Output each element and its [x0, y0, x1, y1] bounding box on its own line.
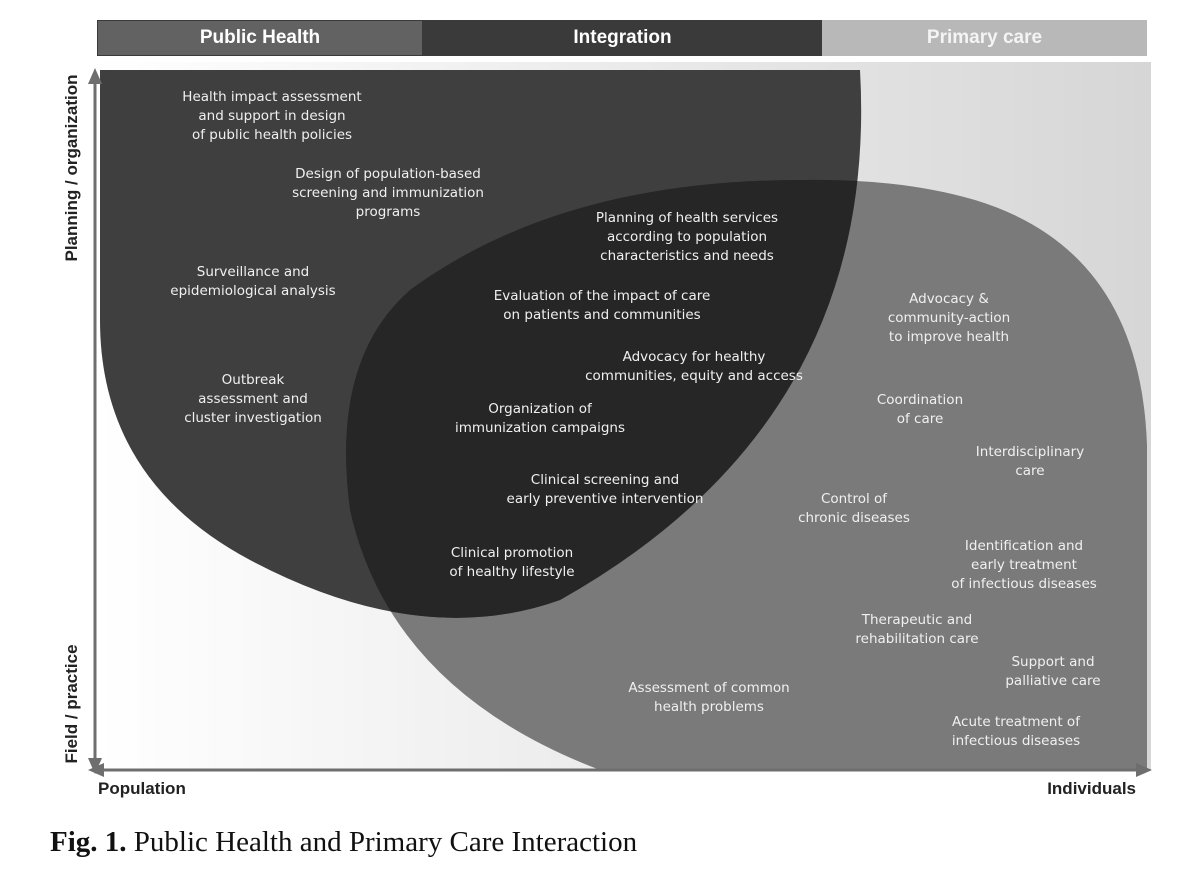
- item-line: Organization of: [488, 401, 592, 417]
- item-line: Coordination: [876, 392, 964, 408]
- item-line: of care: [896, 411, 944, 427]
- header-primary-care: Primary care: [822, 20, 1147, 56]
- item-line: rehabilitation care: [855, 631, 979, 647]
- item-line: Acute treatment of: [952, 714, 1080, 730]
- item-line: of healthy lifestyle: [449, 564, 575, 580]
- item-line: care: [1015, 463, 1045, 479]
- x-axis-label-left: Population: [98, 779, 186, 798]
- x-axis-label-right: Individuals: [1047, 779, 1136, 798]
- integration-item: [596, 210, 778, 264]
- item-line: Clinical promotion: [450, 545, 574, 561]
- item-line: to improve health: [888, 329, 1010, 345]
- item-line: of public health policies: [191, 127, 353, 143]
- item-line: screening and immunization: [292, 185, 484, 201]
- header-public-health: Public Health: [97, 20, 423, 56]
- item-line: on patients and communities: [503, 307, 701, 323]
- item-line: according to population: [606, 229, 768, 245]
- item-line: Outbreak: [221, 372, 285, 388]
- item-line: Support and: [1011, 654, 1095, 670]
- figure-caption: [50, 826, 637, 859]
- item-line: early preventive intervention: [506, 491, 704, 507]
- item-line: Advocacy for healthy: [622, 349, 766, 365]
- item-line: early treatment: [971, 557, 1077, 573]
- item-line: community-action: [887, 310, 1011, 326]
- caption-label: Fig. 1.: [50, 826, 127, 858]
- item-line: of infectious diseases: [951, 576, 1097, 592]
- y-axis-label-bottom: Field / practice: [62, 644, 81, 764]
- item-line: chronic diseases: [798, 510, 910, 526]
- item-line: assessment and: [198, 391, 308, 407]
- item-line: immunization campaigns: [454, 420, 626, 436]
- item-line: Therapeutic and: [861, 612, 973, 628]
- public-health-item: [182, 89, 361, 143]
- item-line: Identification and: [964, 538, 1084, 554]
- header-integration: Integration: [423, 20, 822, 56]
- caption-text: Public Health and Primary Care Interaction: [126, 826, 638, 858]
- item-line: Evaluation of the impact of care: [493, 288, 711, 304]
- item-line: Planning of health services: [595, 210, 779, 226]
- primary-care-item: [951, 538, 1097, 592]
- item-line: Assessment of common: [628, 680, 790, 696]
- item-line: programs: [355, 204, 421, 220]
- item-line: Surveillance and: [196, 264, 310, 280]
- item-line: communities, equity and access: [585, 368, 803, 384]
- item-line: Design of population-based: [295, 166, 481, 182]
- item-line: palliative care: [1005, 673, 1101, 689]
- item-line: Clinical screening and: [530, 472, 680, 488]
- item-line: infectious diseases: [951, 733, 1081, 749]
- item-line: health problems: [654, 699, 764, 715]
- item-line: Control of: [820, 491, 888, 507]
- item-line: Health impact assessment: [182, 89, 362, 105]
- item-line: Advocacy &: [909, 291, 989, 307]
- item-line: Interdisciplinary: [975, 444, 1085, 460]
- y-axis-label-top: Planning / organization: [62, 74, 81, 262]
- item-line: cluster investigation: [184, 410, 322, 426]
- item-line: and support in design: [198, 108, 346, 124]
- item-line: characteristics and needs: [600, 248, 774, 264]
- item-line: epidemiological analysis: [170, 283, 336, 299]
